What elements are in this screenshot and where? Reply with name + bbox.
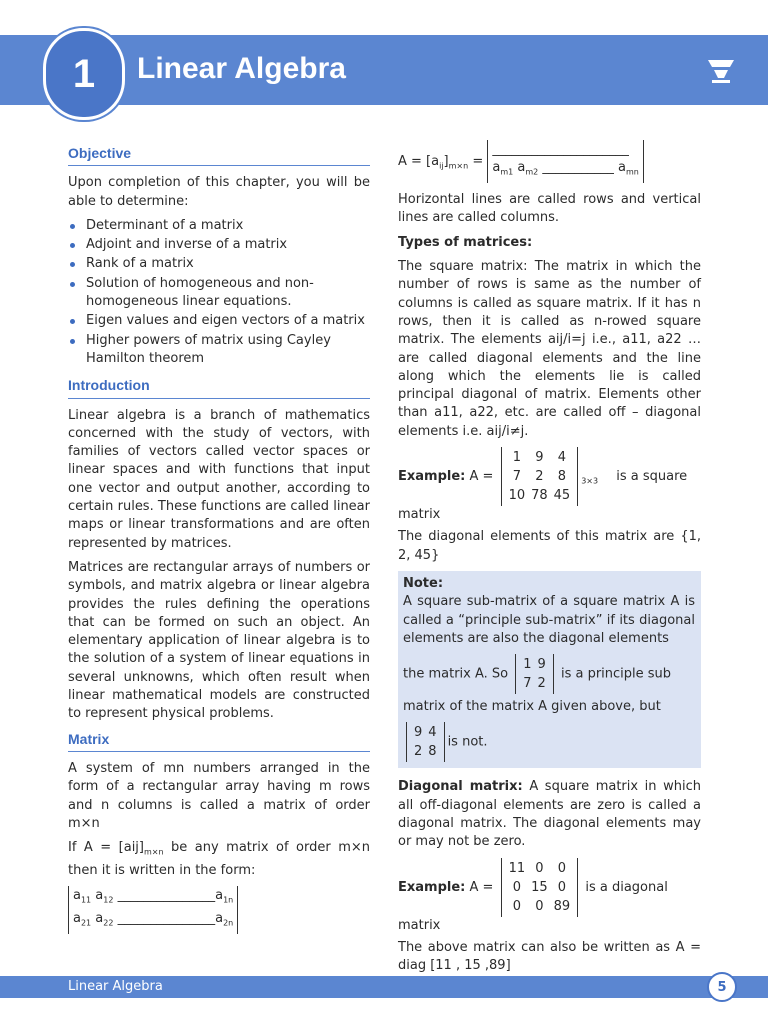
matrix-cell: 11 [508, 860, 526, 876]
list-item: Higher powers of matrix using Cayley Hamilton theorem [68, 332, 370, 369]
matrix-paragraph-1: A system of mn numbers arranged in the form of a rectangular array having m rows and n columns is called a matrix of order m×n [68, 760, 370, 831]
matrix-cell: 7 [512, 469, 521, 485]
matrix-order-sub: m×n [143, 847, 164, 857]
matrix-paragraph-2 [68, 839, 370, 880]
diagonal-elements-text: The diagonal elements of this matrix are {1, 2, 45} [398, 529, 701, 563]
note-text: is not. [447, 734, 488, 750]
diagonal-matrix-paragraph [398, 778, 701, 851]
objective-heading: Objective [68, 144, 370, 166]
objective-intro: Upon completion of this chapter, you will be able to determine: [68, 175, 370, 209]
diag-text: A square matrix in which all off-diagonal elements are zero is called a diagonal matrix. The diagonal elements may or may not be zero. [398, 779, 701, 850]
example-diagonal: Example: A = 11 0 0 0 15 0 0 0 89 is a diagonal matrix [398, 858, 701, 935]
matrix-cell: 0 [535, 860, 544, 876]
example-label: Example: [398, 469, 466, 485]
matrix-cell: 2 [414, 744, 423, 760]
list-item: Eigen values and eigen vectors of a matrix [68, 312, 370, 330]
note-title: Note: [403, 575, 444, 591]
matrix-definition-formula: $A = [a_{ij}]_{m\times n}$ = _____________________ $a_{m1}$ $a_{m2}$ ___________ $a_{mn}$ [398, 140, 701, 183]
matrix-cell: 0 [512, 879, 521, 895]
matrix-cell: 8 [557, 469, 567, 485]
matrix-heading: Matrix [68, 730, 370, 752]
example-suffix: is a diagonal matrix [398, 879, 668, 933]
brand-logo-icon [706, 58, 736, 84]
diag-written-text: The above matrix can also be written as A = diag [11 , 15 ,89] [398, 939, 701, 974]
note-matrix-1 [515, 654, 554, 694]
note-text: the matrix A. So [403, 666, 509, 682]
page-number: 5 [707, 972, 737, 1002]
matrix-cell: 7 [523, 676, 532, 692]
intro-paragraph-1: Linear algebra is a branch of mathematics concerned with the study of vectors, with families of vectors called vector spaces or linear spaces and with functions that input one vector and output another, according to certain rules. These functions are called linear maps or linear transformations and are often represented by matrices. [68, 407, 370, 551]
matrix-cell: 2 [535, 469, 544, 485]
example-suffix: is a square matrix [398, 469, 688, 523]
matrix-cell: 4 [557, 450, 567, 466]
diag-label: Diagonal matrix: [398, 779, 523, 795]
matrix-cell: 89 [553, 898, 571, 914]
general-matrix-form [68, 886, 370, 934]
matrix-cell: 1 [523, 657, 532, 673]
note-matrix-2 [406, 722, 445, 762]
matrix-p2-start: If A = [aij] [68, 840, 144, 856]
chapter-number: 1 [43, 28, 125, 120]
matrix-cell: 8 [428, 744, 437, 760]
note-line-2 [403, 654, 695, 694]
general-matrix: $a_{11}$ $a_{12}$ $\_\_\_\_\_\_\_\_\_\_\_\_\_\_\_a_{1n}$ $a_{21}$ $a_{22}$ $\_\_\_\_\_\_\_\_\_\_\_\_\_\_\_a_{2n}$ [68, 886, 238, 934]
example-square: Example: A = 1 9 4 7 2 8 10 78 45 $_{3\times 3}$ is a square matrix [398, 447, 701, 524]
matrix-cell: 0 [557, 860, 567, 876]
objective-list [68, 217, 370, 368]
types-heading: Types of matrices: [398, 234, 533, 250]
chapter-title: Linear Algebra [137, 52, 346, 85]
list-item: Solution of homogeneous and non-homogeneous linear equations. [68, 275, 370, 312]
list-item: Determinant of a matrix [68, 217, 370, 235]
introduction-heading: Introduction [68, 376, 370, 398]
matrix-cell: 0 [512, 898, 521, 914]
matrix-cell: 15 [531, 879, 548, 895]
matrix-cell: 1 [512, 450, 521, 466]
intro-paragraph-2: Matrices are rectangular arrays of numbers or symbols, and matrix algebra or linear algebra provides the rules defining the operations that can be formed on such an object. An elementary application of linear algebra is to the solution of a system of linear equations in several unknowns, which often result when linear mathematical models are constructed to represent physical problems. [68, 559, 370, 722]
matrix-cell: 2 [537, 676, 546, 692]
list-item: Rank of a matrix [68, 255, 370, 273]
matrix-order: 3×3 [581, 476, 599, 486]
matrix-form-bracket: _____________________ $a_{m1}$ $a_{m2}$ ___________ $a_{mn}$ [487, 140, 643, 183]
matrix-cell: 78 [531, 488, 548, 504]
right-column [398, 140, 701, 982]
note-text: is a principle sub [560, 666, 672, 682]
matrix-cell: 4 [428, 725, 437, 741]
note-paragraph-1: A square sub-matrix of a square matrix A is called a “principle sub-matrix” if its diagonal elements are also the diagonal elements [403, 594, 695, 646]
note-paragraph-3: matrix of the matrix A given above, but [403, 699, 661, 715]
note-box [398, 571, 701, 768]
matrix-p2-end: be any matrix of order m×n then it is written in the form: [68, 840, 370, 878]
square-matrix-text: The square matrix: The matrix in which the number of rows is same as the number of columns is called as square matrix. If it has n rows, then it is called as n-rowed square matrix. The elements aij/i=j i.e., a11, a22 … are called diagonal elements and the line along which the elements lie is called principal diagonal of matrix. Elements other than a11, a22, etc. are called off – diagonal elements i.e. aij/i≠j. [398, 259, 701, 439]
matrix-cell: 45 [553, 488, 571, 504]
left-column [68, 140, 370, 934]
matrix-cell: 10 [508, 488, 526, 504]
example-diagonal-matrix [501, 858, 579, 917]
example-label: Example: [398, 879, 466, 895]
matrix-cell: 9 [535, 450, 544, 466]
matrix-cell: 9 [537, 657, 546, 673]
rows-columns-text: Horizontal lines are called rows and vertical lines are called columns. [398, 192, 701, 226]
footer-title: Linear Algebra [68, 979, 163, 994]
matrix-cell: 0 [535, 898, 544, 914]
example-square-matrix [501, 447, 579, 506]
note-line-4 [403, 722, 695, 762]
matrix-cell: 9 [414, 725, 423, 741]
list-item: Adjoint and inverse of a matrix [68, 236, 370, 254]
matrix-cell: 0 [557, 879, 567, 895]
